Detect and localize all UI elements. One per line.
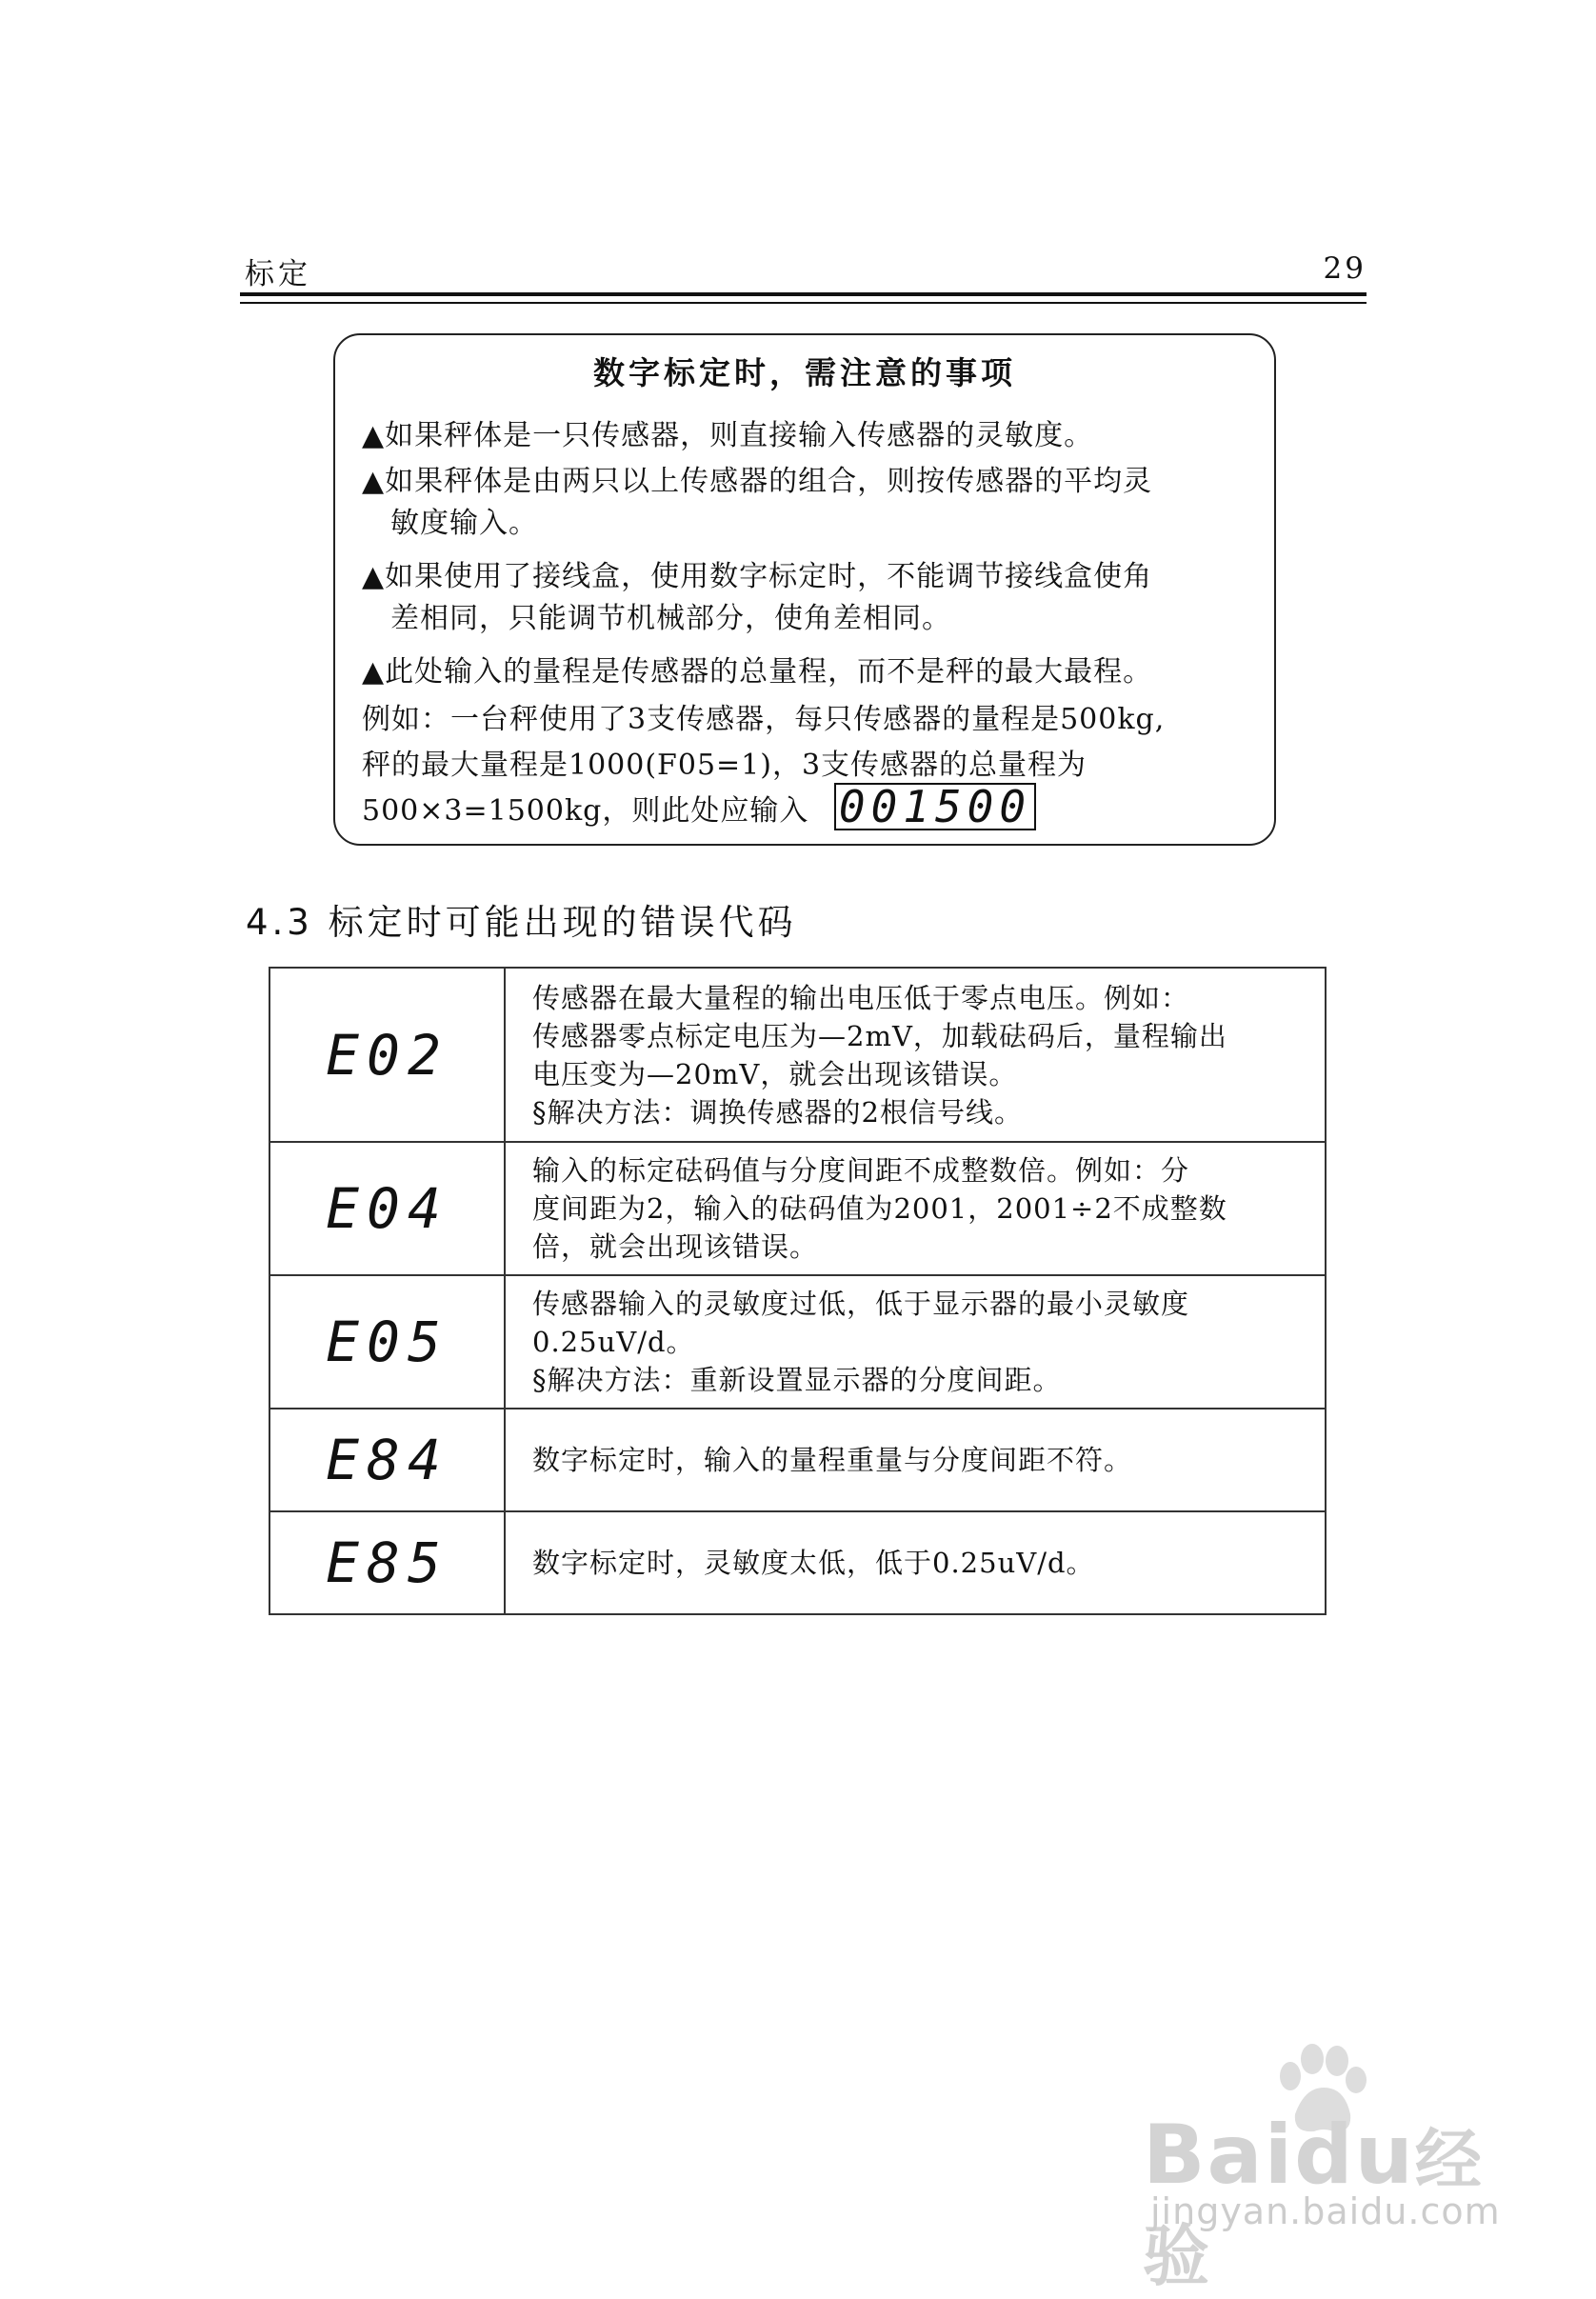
error-code: E05 (269, 1275, 505, 1409)
table-row (269, 1409, 1326, 1511)
error-description (505, 1275, 1326, 1409)
header-rule-thick (240, 292, 1367, 296)
error-code-table (269, 967, 1327, 1615)
note-line: 敏度输入。 (390, 507, 538, 540)
desc-line: 传感器在最大量程的输出电压低于零点电压。例如： (532, 981, 1190, 1014)
note-line: ▲如果秤体是一只传感器，则直接输入传感器的灵敏度。 (362, 419, 1094, 452)
desc-line: 输入的标定砝码值与分度间距不成整数倍。例如：分 (532, 1154, 1190, 1187)
note-line: 秤的最大量程是1000(F05=1)，3支传感器的总量程为 (362, 749, 1087, 782)
notes-box (333, 333, 1276, 846)
page-number: 29 (1323, 251, 1367, 286)
error-description (505, 1409, 1326, 1511)
error-description (505, 1142, 1326, 1275)
watermark-url: jingyan.baidu.com (1150, 2190, 1501, 2232)
brand-part: du (1294, 2108, 1415, 2203)
note-line: ▲此处输入的量程是传感器的总量程，而不是秤的最大最程。 (362, 655, 1153, 689)
note-line: 500×3=1500kg，则此处应输入 (362, 794, 809, 828)
lcd-display-value: 001500 (834, 783, 1036, 830)
header-rule-thin (240, 302, 1367, 304)
note-line: 例如：一台秤使用了3支传感器，每只传感器的量程是500kg, (362, 703, 1166, 736)
baidu-watermark (1143, 2038, 1543, 2295)
error-code: E02 (269, 968, 505, 1142)
table-row (269, 968, 1326, 1142)
desc-line: 传感器零点标定电压为—2mV，加载砝码后，量程输出 (532, 1019, 1227, 1052)
chapter-title: 标定 (245, 257, 311, 291)
desc-line: 传感器输入的灵敏度过低，低于显示器的最小灵敏度 (532, 1288, 1190, 1320)
note-line: 差相同，只能调节机械部分，使角差相同。 (390, 602, 951, 635)
error-code: E04 (269, 1142, 505, 1275)
brand-part: 经验 (1143, 2121, 1484, 2295)
note-line: ▲如果秤体是由两只以上传感器的组合，则按传感器的平均灵 (362, 465, 1153, 498)
note-line: ▲如果使用了接线盒，使用数字标定时，不能调节接线盒使角 (362, 560, 1153, 593)
desc-line: 数字标定时，灵敏度太低，低于0.25uV/d。 (532, 1547, 1095, 1579)
notes-heading: 数字标定时，需注意的事项 (593, 354, 1016, 391)
desc-line: 0.25uV/d。 (532, 1326, 695, 1358)
desc-line: 倍，就会出现该错误。 (532, 1230, 819, 1263)
desc-line: §解决方法：重新设置显示器的分度间距。 (532, 1364, 1062, 1396)
error-code: E84 (269, 1409, 505, 1511)
section-title: 4.3 标定时可能出现的错误代码 (246, 902, 797, 943)
table-row (269, 1142, 1326, 1275)
table-row (269, 1511, 1326, 1614)
desc-line: §解决方法：调换传感器的2根信号线。 (532, 1095, 1023, 1129)
desc-line: 数字标定时，输入的量程重量与分度间距不符。 (532, 1444, 1133, 1476)
table-row (269, 1275, 1326, 1409)
error-description (505, 968, 1326, 1142)
desc-line: 电压变为—20mV，就会出现该错误。 (532, 1057, 1018, 1090)
desc-line: 度间距为2，输入的砝码值为2001，2001÷2不成整数 (532, 1192, 1227, 1225)
page-header (240, 246, 1367, 295)
error-description (505, 1511, 1326, 1614)
error-code: E85 (269, 1511, 505, 1614)
brand-part: Bai (1143, 2108, 1295, 2203)
